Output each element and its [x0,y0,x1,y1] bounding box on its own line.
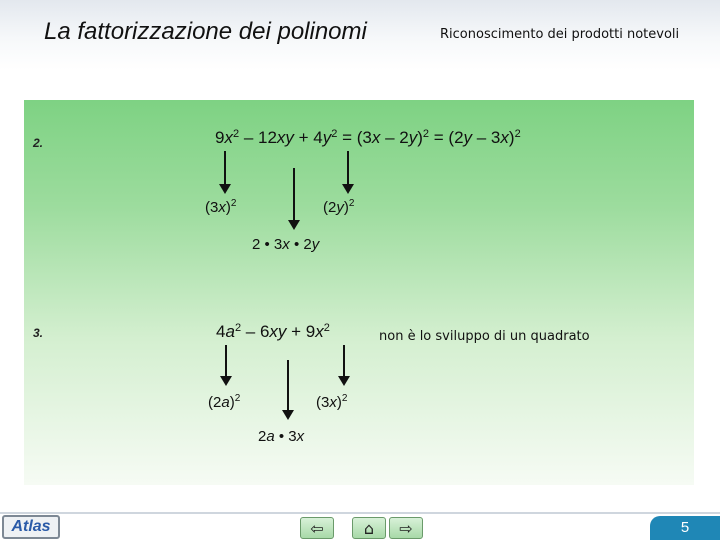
left-term: $(2a)^2$ [208,393,241,411]
item-note: non è lo sviluppo di un quadrato [379,329,590,344]
double-product: 2a • 3x [258,428,305,445]
right-term: $(3x)^2$ [316,393,348,411]
footer-divider [0,512,720,514]
page-title: La fattorizzazione dei polinomi [44,18,367,45]
arrow-down-icon [287,360,289,411]
arrow-down-icon [347,151,349,185]
header-bar [0,0,720,70]
content-panel [24,100,694,485]
item-expression: $9x^2 - 12xy + 4y^2 = (3x - 2y)^2 = (2y - 3x)^2$ [215,128,521,147]
home-button[interactable] [352,517,386,539]
right-term: $(2y)^2$ [323,198,355,216]
arrow-down-icon [225,345,227,377]
home-icon: ⌂ [363,518,375,538]
arrow-left-icon: ⇦ [310,518,324,538]
atlas-logo: Atlas [2,515,60,539]
arrow-down-icon [343,345,345,377]
double-product: 2 • 3x • 2y [252,236,320,253]
page-number: 5 [650,516,720,540]
prev-button[interactable] [300,517,334,539]
page-subtitle: Riconoscimento dei prodotti notevoli [440,27,680,42]
left-term: $(3x)^2$ [205,198,237,216]
arrow-down-icon [293,168,295,221]
arrow-down-icon [224,151,226,185]
item-number: 2. [33,136,44,150]
item-expression: $4a^2 - 6xy + 9x^2$ [216,322,330,341]
next-button[interactable] [389,517,423,539]
item-number: 3. [33,326,44,340]
arrow-right-icon: ⇨ [399,518,413,538]
